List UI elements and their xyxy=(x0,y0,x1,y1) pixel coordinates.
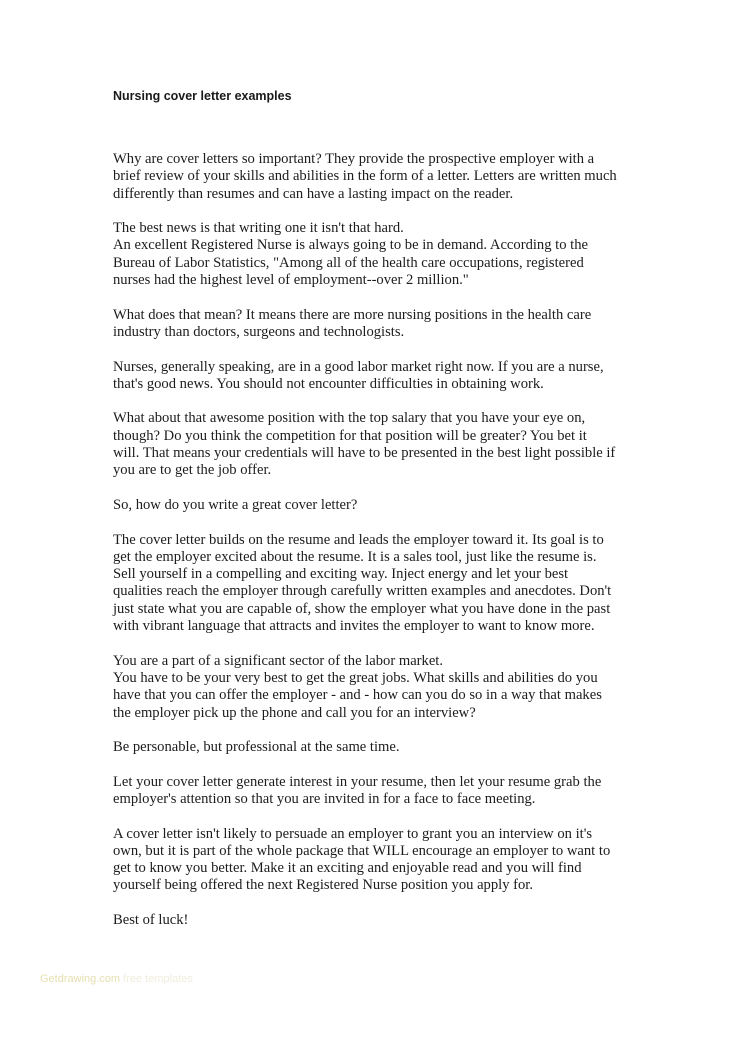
text-line: industry than doctors, surgeons and technologists. xyxy=(113,323,405,340)
text-line: have that you can offer the employer - and - how can you do so in a way that makes xyxy=(113,687,602,704)
paragraph xyxy=(113,151,643,203)
text-line: An excellent Registered Nurse is always going to be in demand. According to the xyxy=(113,237,588,254)
text-line: nurses had the highest level of employment--over 2 million." xyxy=(113,272,469,289)
text-line: Best of luck! xyxy=(113,912,189,929)
text-line: yourself being offered the next Registered Nurse position you apply for. xyxy=(113,877,534,894)
paragraph xyxy=(113,826,643,895)
text-line: Bureau of Labor Statistics, "Among all of the health care occupations, registered xyxy=(113,254,584,271)
text-line: What about that awesome position with the top salary that you have your eye on, xyxy=(113,410,586,427)
watermark-site: Getdrawing.com xyxy=(40,973,121,985)
text-line: get to know you better. Make it an exciting and enjoyable read and you will find xyxy=(113,860,582,877)
document-body xyxy=(113,151,643,947)
text-line: differently than resumes and can have a lasting impact on the reader. xyxy=(113,185,514,202)
paragraph xyxy=(113,497,643,514)
paragraph xyxy=(113,410,643,479)
text-line: Why are cover letters so important? They provide the prospective employer with a xyxy=(113,151,595,167)
text-line: with vibrant language that attracts and invites the employer to want to know more. xyxy=(113,618,595,635)
paragraph xyxy=(113,912,643,929)
text-line: you are to get the job offer. xyxy=(113,462,272,479)
text-line: You are a part of a significant sector of the labor market. xyxy=(113,652,444,669)
text-line: just state what you are capable of, show the employer what you have done in the past xyxy=(113,600,611,617)
text-line: Nurses, generally speaking, are in a good labor market right now. If you are a nurse, xyxy=(113,358,604,375)
text-line: What does that mean? It means there are more nursing positions in the health care xyxy=(113,306,592,323)
document-title: Nursing cover letter examples xyxy=(113,89,292,103)
text-line: that's good news. You should not encounter difficulties in obtaining work. xyxy=(113,375,544,392)
paragraph xyxy=(113,220,643,289)
watermark-rest: free templates xyxy=(123,973,193,985)
paragraph xyxy=(113,653,643,722)
text-line: Let your cover letter generate interest in your resume, then let your resume grab the xyxy=(113,773,602,790)
text-line: A cover letter isn't likely to persuade an employer to grant you an interview on it's xyxy=(113,825,593,842)
paragraph xyxy=(113,774,643,809)
text-line: The cover letter builds on the resume and leads the employer toward it. Its goal is to xyxy=(113,531,604,548)
text-line: So, how do you write a great cover letter? xyxy=(113,496,358,513)
watermark xyxy=(40,973,193,985)
text-line: Be personable, but professional at the same time. xyxy=(113,739,400,756)
text-line: The best news is that writing one it isn't that hard. xyxy=(113,220,404,237)
text-line: qualities reach the employer through carefully written examples and anecdotes. Don't xyxy=(113,583,612,600)
paragraph xyxy=(113,359,643,394)
text-line: brief review of your skills and abilities in the form of a letter. Letters are written much xyxy=(113,168,617,185)
text-line: Sell yourself in a compelling and exciting way. Inject energy and let your best xyxy=(113,566,569,583)
text-line: though? Do you think the competition for that position will be greater? You bet it xyxy=(113,427,587,444)
text-line: own, but it is part of the whole package that WILL encourage an employer to want to xyxy=(113,842,611,859)
text-line: will. That means your credentials will have to be presented in the best light possible if xyxy=(113,445,616,462)
text-line: employer's attention so that you are invited in for a face to face meeting. xyxy=(113,790,536,807)
text-line: get the employer excited about the resume. It is a sales tool, just like the resume is. xyxy=(113,548,597,565)
paragraph xyxy=(113,532,643,636)
text-line: the employer pick up the phone and call you for an interview? xyxy=(113,704,476,721)
paragraph xyxy=(113,307,643,342)
text-line: You have to be your very best to get the great jobs. What skills and abilities do you xyxy=(113,669,598,686)
paragraph xyxy=(113,739,643,756)
